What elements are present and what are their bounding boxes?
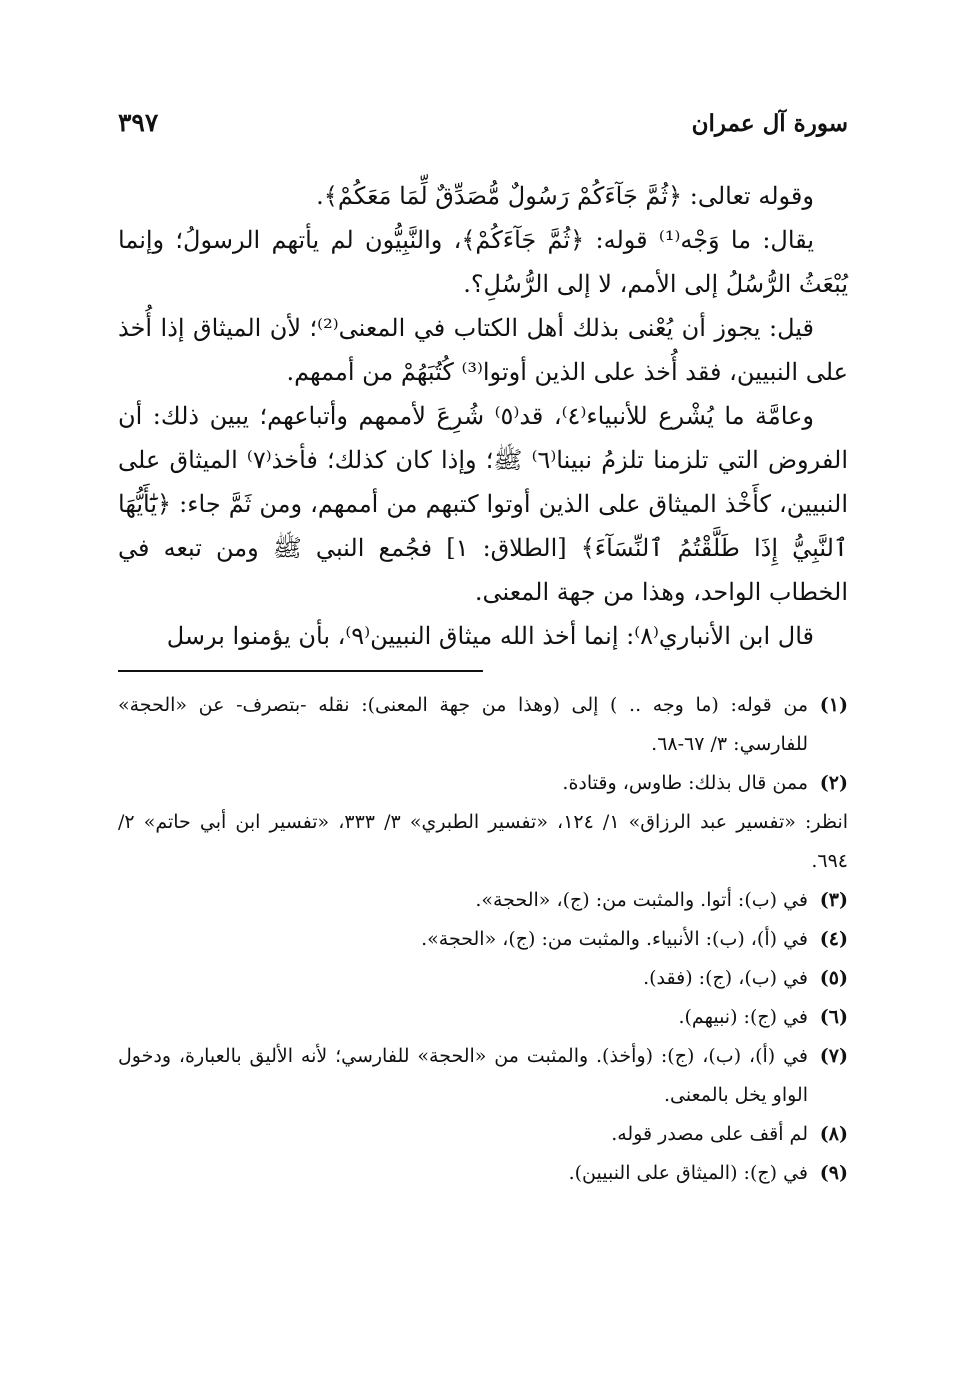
footnote	[118, 998, 848, 1037]
main-text	[118, 174, 848, 658]
footnote-number: (٢)	[819, 772, 848, 794]
footnote-text: في (ج): (نبيهم).	[678, 1006, 808, 1028]
footnote	[118, 803, 848, 881]
footnote-text: في (ب)، (ج): (فقد).	[643, 967, 808, 989]
footnote-text: في (ج): (الميثاق على النبيين).	[568, 1162, 808, 1184]
paragraph: قيل: يجوز أن يُعْنى بذلك أهل الكتاب في المعنى⁽²⁾؛ لأن الميثاق إذا أُخذ على النبيين، فقد أُخذ على الذين أوتوا⁽³⁾ كُتُبَهُمْ من أممهم.	[118, 314, 848, 386]
footnote-text: ممن قال بذلك: طاوس، وقتادة.	[562, 772, 808, 794]
paragraph: قال ابن الأنباري⁽٨⁾: إنما أخذ الله ميثاق النبيين⁽٩⁾، بأن يؤمنوا برسل	[166, 622, 814, 650]
running-title: سورة آل عمران	[691, 110, 848, 137]
footnote-text: من قوله: (ما وجه .. ) إلى (وهذا من جهة المعنى): نقله -بتصرف- عن «الحجة» للفارسي: ٣/ ٦٧-٦٨.	[118, 694, 808, 755]
page-header	[118, 108, 848, 154]
footnote	[118, 881, 848, 920]
footnote-number: (٣)	[819, 889, 848, 911]
footnote-separator-wrap	[118, 658, 848, 686]
footnote-text: في (ب): أتوا. والمثبت من: (ج)، «الحجة».	[475, 889, 808, 911]
footnote-text: انظر: «تفسير عبد الرزاق» ١/ ١٢٤، «تفسير الطبري» ٣/ ٣٣٣، «تفسير ابن أبي حاتم» ٢/ ٦٩٤.	[118, 811, 849, 872]
footnote-text: في (أ)، (ب)، (ج): (وأخذ). والمثبت من «الحجة» للفارسي؛ لأنه الأليق بالعبارة، ودخول الواو يخل بالمعنى.	[118, 1045, 808, 1106]
footnote	[118, 1037, 848, 1115]
footnote-number: (٥)	[819, 967, 848, 989]
paragraph: وعامَّة ما يُشْرع للأنبياء⁽٤⁾، قد⁽٥⁾ شُرِعَ لأممهم وأتباعهم؛ يبين ذلك: أن الفروض التي تلزمنا تلزمُ نبينا⁽٦⁾ ﷺ؛ وإذا كان كذلك؛ فأخذ⁽٧⁾ الميثاق على النبيين، كأَخْذ الميثاق على الذين أوتوا كتبهم من أممهم، ومن ثَمَّ جاء: ﴿يَٰٓأَيُّهَا ٱلنَّبِيُّ إِذَا طَلَّقْتُمُ ٱلنِّسَآءَ﴾ [الطلاق: ١] فجُمع النبي ﷺ ومن تبعه في الخطاب الواحد، وهذا من جهة المعنى.	[118, 402, 849, 606]
footnote-separator	[118, 670, 483, 672]
paragraph: وقوله تعالى: ﴿ثُمَّ جَآءَكُمْ رَسُولٌ مُّصَدِّقٌ لِّمَا مَعَكُمْ﴾.	[316, 182, 814, 210]
footnote	[118, 920, 848, 959]
footnote-number: (٦)	[819, 1006, 848, 1028]
footnote	[118, 1154, 848, 1193]
footnote	[118, 686, 848, 764]
footnote-number: (١)	[819, 694, 848, 716]
footnotes	[118, 686, 848, 1193]
footnote	[118, 959, 848, 998]
page-number: ٣٩٧	[118, 108, 159, 137]
footnote-number: (٤)	[819, 928, 848, 950]
footnote-number: (٨)	[819, 1123, 848, 1145]
footnote	[118, 764, 848, 803]
footnote-number: (٧)	[819, 1045, 848, 1067]
paragraph: يقال: ما وَجْه⁽¹⁾ قوله: ﴿ثُمَّ جَآءَكُمْ﴾، والنَّبِيُّون لم يأتهم الرسولُ؛ وإنما يُبْعَثُ الرُّسُلُ إلى الأمم، لا إلى الرُّسُلِ؟.	[118, 226, 848, 298]
footnote-text: لم أقف على مصدر قوله.	[611, 1123, 808, 1145]
footnote-text: في (أ)، (ب): الأنبياء. والمثبت من: (ج)، «الحجة».	[421, 928, 808, 950]
footnote	[118, 1115, 848, 1154]
book-page	[118, 108, 848, 1193]
footnote-number: (٩)	[819, 1162, 848, 1184]
